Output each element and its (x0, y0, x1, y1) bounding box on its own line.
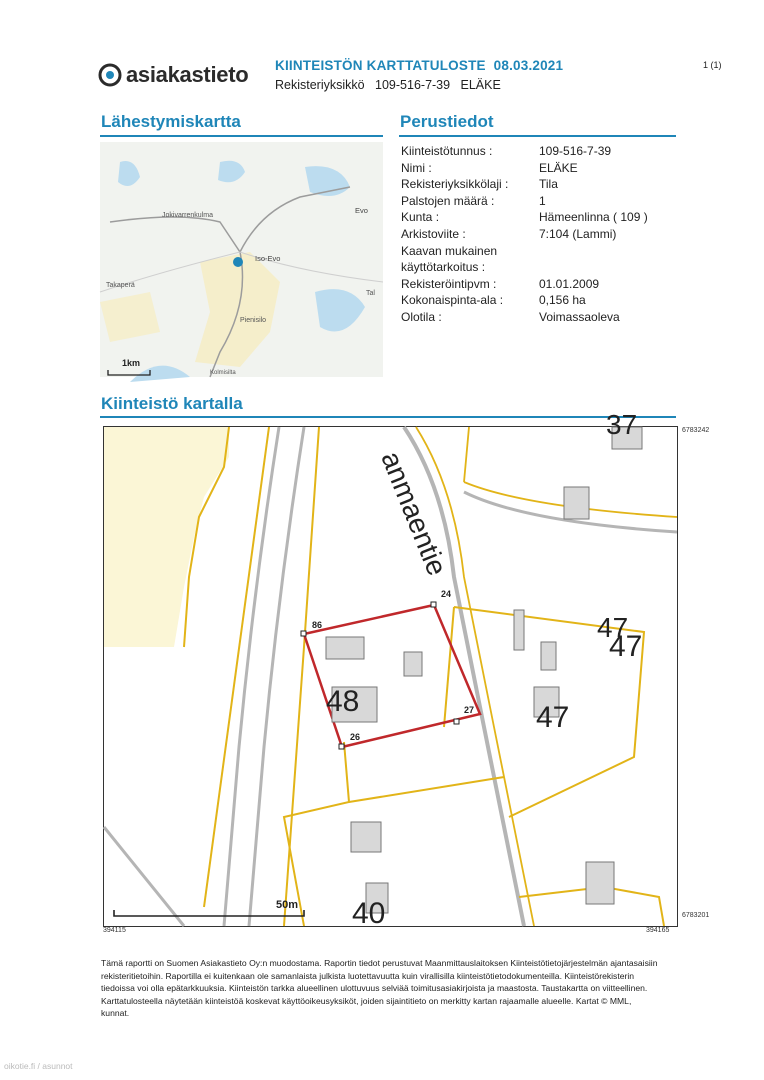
info-row: Kokonaispinta-ala : 0,156 ha (401, 293, 586, 308)
map-label: Pienisilo (240, 317, 267, 324)
info-row: Olotila : Voimassaoleva (401, 309, 620, 324)
corner-label: 86 (312, 620, 323, 630)
property-map-graphic (104, 427, 677, 926)
map-scale-label: 1km (122, 358, 141, 368)
map-label: Evo (355, 206, 368, 215)
basic-info-table (401, 143, 681, 326)
document-subtitle: Rekisteriyksikkö 109-516-7-39 ELÄKE (275, 78, 501, 92)
info-row: Nimi : ELÄKE (401, 160, 578, 175)
map-label: Iso-Evo (255, 254, 281, 263)
info-row: Kunta : Hämeenlinna ( 109 ) (401, 210, 648, 225)
info-row: Kaavan mukainen (401, 243, 498, 258)
coord-north: 6783242 (682, 427, 710, 434)
property-map-rule (100, 416, 676, 418)
lot-number: 47 (597, 612, 629, 643)
approach-map-heading: Lähestymiskartta (101, 112, 241, 131)
map-label: Takaperä (106, 282, 135, 289)
coord-west: 394115 (103, 927, 126, 934)
lot-number-main: 48 (326, 685, 360, 718)
info-row: käyttötarkoitus : (401, 260, 486, 275)
info-row: Rekisteriyksikkölaji : Tila (401, 177, 558, 192)
info-row: Rekisteröintipvm : 01.01.2009 (401, 276, 600, 291)
road-name-label: anmaentie (375, 447, 453, 580)
map-label: Kolmisilta (210, 370, 236, 376)
watermark: oikotie.fi / asunnot (4, 1061, 73, 1071)
approach-map-rule (100, 135, 383, 137)
property-map-heading: Kiinteistö kartalla (101, 394, 243, 413)
approach-map[interactable] (100, 142, 383, 377)
property-map[interactable] (103, 409, 678, 930)
corner-label: 26 (350, 732, 361, 742)
corner-label: 24 (441, 589, 452, 599)
info-row: Palstojen määrä : 1 (401, 193, 546, 208)
approach-map-graphic (100, 142, 383, 377)
page-number: 1 (1) (703, 60, 722, 70)
coord-east: 394165 (646, 927, 670, 934)
map-scale-label: 50m (276, 899, 299, 911)
brand-logo (98, 62, 248, 88)
lot-number: 40 (352, 897, 386, 930)
lot-number: 47 (536, 701, 570, 734)
lot-number: 47 (609, 630, 643, 663)
info-row: Arkistoviite : 7:104 (Lammi) (401, 226, 617, 241)
asiakastieto-logo-icon (98, 63, 122, 87)
info-row: Kiinteistötunnus : 109-516-7-39 (401, 144, 612, 158)
map-label: Tal (366, 290, 375, 297)
brand-name: asiakastieto (126, 62, 249, 87)
parcel-boundary (304, 605, 480, 747)
lot-number: 37 (606, 409, 638, 440)
corner-label: 27 (464, 705, 475, 715)
basic-info-rule (399, 135, 676, 137)
document-title: KIINTEISTÖN KARTTATULOSTE 08.03.2021 (275, 58, 564, 73)
location-marker-icon (233, 257, 243, 267)
basic-info-heading: Perustiedot (400, 112, 494, 131)
disclaimer-text: Tämä raportti on Suomen Asiakastieto Oy:n muodostama. Raportin tiedot perustuvat Maanmittauslaitoksen Kiinteistötietojärjestelmän ajantasaisiin rekisteritietoihin. Raportilla ei kuitenkaan ole samanlaista julkista luotettavuutta kuin virallisilla kiinteistötietodokumenteilla. Kiinteistörekisterin tiedoissa voi olla epätarkkuuksia. Kiinteistön tarkka alueellinen ulottuvuus selviää toimitusasiakirjoista ja maastosta. Taustakartta on viitteellinen. Karttatulosteella näytetään kiinteistöä koskevat käyttöoikeusyksiköt, joiden sijaintitieto on merkitty kartan rajaamalle alueelle. Kartat © MML, kunnat. (101, 958, 658, 1019)
map-label: Jokivarrenkulma (162, 212, 213, 219)
coord-south: 6783201 (682, 912, 710, 919)
